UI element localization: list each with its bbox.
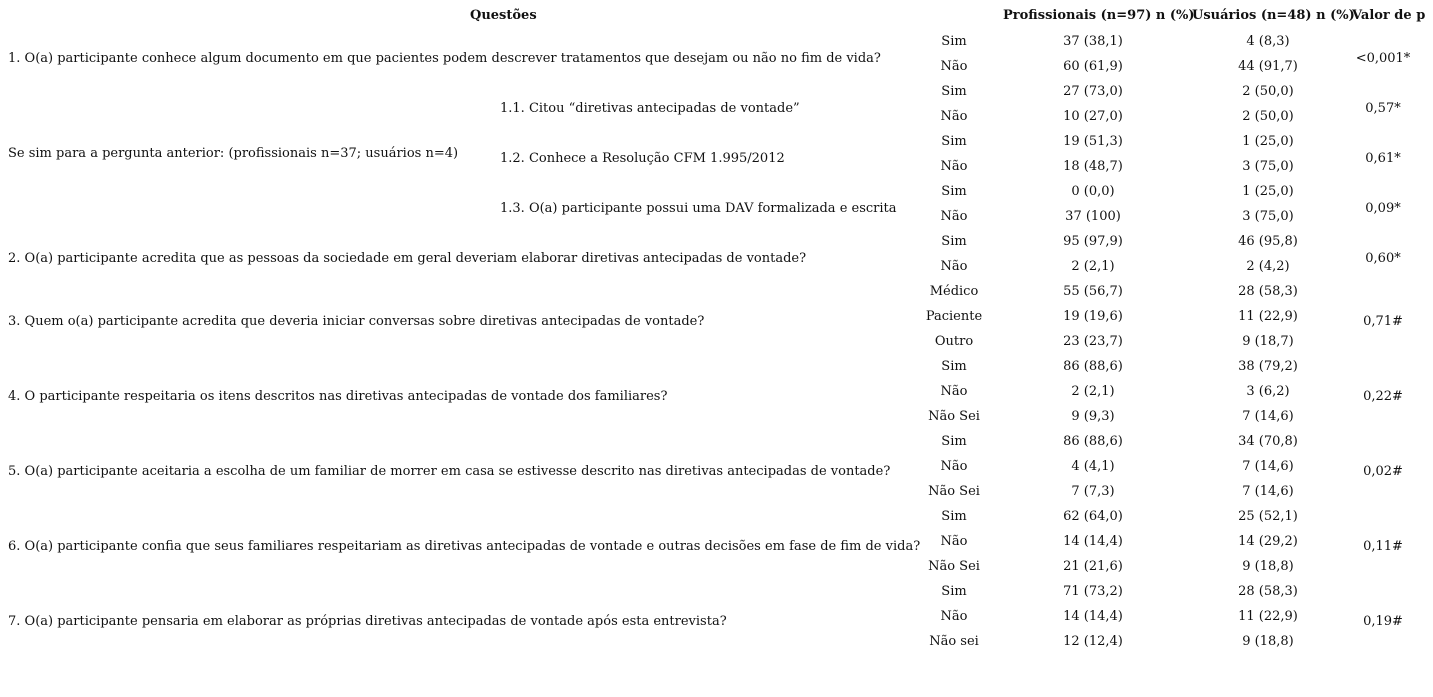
- option-label: Não: [940, 384, 968, 399]
- usuarios-value: 1 (25,0): [1242, 184, 1294, 199]
- profissionais-value: 71 (73,2): [1063, 584, 1123, 599]
- p-value: 0,11#: [1363, 538, 1403, 554]
- usuarios-value: 28 (58,3): [1238, 284, 1298, 299]
- profissionais-value: 37 (100): [1065, 209, 1121, 224]
- option-label: Não Sei: [928, 559, 980, 574]
- header-profissionais: Profissionais (n=97) n (%): [1003, 8, 1195, 23]
- usuarios-value: 9 (18,7): [1242, 334, 1294, 349]
- option-label: Sim: [941, 584, 967, 599]
- profissionais-value: 0 (0,0): [1071, 184, 1115, 199]
- profissionais-value: 55 (56,7): [1063, 284, 1123, 299]
- option-label: Sim: [941, 84, 967, 99]
- usuarios-value: 2 (50,0): [1242, 84, 1294, 99]
- p-value: <0,001*: [1355, 51, 1411, 66]
- p-value: 0,57*: [1365, 101, 1401, 116]
- usuarios-value: 2 (50,0): [1242, 109, 1294, 124]
- conditional-label: Se sim para a pergunta anterior: (profissionais n=37; usuários n=4): [8, 146, 459, 161]
- header-questoes: Questões: [470, 8, 537, 23]
- profissionais-value: 86 (88,6): [1063, 359, 1123, 374]
- question-text: 7. O(a) participante pensaria em elaborar as próprias diretivas antecipadas de vontade após esta entrevista?: [8, 613, 727, 629]
- usuarios-value: 9 (18,8): [1242, 559, 1294, 574]
- question-text: 6. O(a) participante confia que seus familiares respeitariam as diretivas antecipadas de vontade e outras decisões em fase de fim de vida?: [8, 538, 921, 554]
- usuarios-value: 7 (14,6): [1242, 459, 1294, 474]
- option-label: Não Sei: [928, 484, 980, 499]
- option-label: Sim: [941, 359, 967, 374]
- subquestion-text: 1.3. O(a) participante possui uma DAV formalizada e escrita: [500, 201, 897, 216]
- p-value: 0,22#: [1363, 388, 1403, 404]
- profissionais-value: 27 (73,0): [1063, 84, 1123, 99]
- usuarios-value: 3 (75,0): [1242, 209, 1294, 224]
- profissionais-value: 14 (14,4): [1063, 534, 1123, 549]
- profissionais-value: 7 (7,3): [1071, 484, 1115, 499]
- question-text: 5. O(a) participante aceitaria a escolha de um familiar de morrer em casa se estivesse descrito nas diretivas antecipadas de vontade?: [8, 463, 891, 479]
- p-value: 0,71#: [1363, 313, 1403, 329]
- option-label: Não: [940, 209, 968, 224]
- option-label: Sim: [941, 34, 967, 49]
- usuarios-value: 4 (8,3): [1246, 34, 1290, 49]
- option-label: Sim: [941, 434, 967, 449]
- question-text: 4. O participante respeitaria os itens descritos nas diretivas antecipadas de vontade dos familiares?: [8, 388, 668, 404]
- profissionais-value: 23 (23,7): [1063, 334, 1123, 349]
- profissionais-value: 18 (48,7): [1063, 159, 1123, 174]
- usuarios-value: 1 (25,0): [1242, 134, 1294, 149]
- usuarios-value: 3 (6,2): [1246, 384, 1290, 399]
- option-label: Sim: [941, 234, 967, 249]
- option-label: Sim: [941, 134, 967, 149]
- option-label: Não: [940, 59, 968, 74]
- option-label: Não sei: [929, 634, 979, 649]
- usuarios-value: 38 (79,2): [1238, 359, 1298, 374]
- usuarios-value: 11 (22,9): [1238, 609, 1298, 624]
- usuarios-value: 9 (18,8): [1242, 634, 1294, 649]
- usuarios-value: 7 (14,6): [1242, 409, 1294, 424]
- usuarios-value: 2 (4,2): [1246, 259, 1290, 274]
- profissionais-value: 19 (19,6): [1063, 309, 1123, 324]
- option-label: Outro: [934, 334, 974, 349]
- profissionais-value: 12 (12,4): [1063, 634, 1123, 649]
- profissionais-value: 62 (64,0): [1063, 509, 1123, 524]
- usuarios-value: 11 (22,9): [1238, 309, 1298, 324]
- usuarios-value: 25 (52,1): [1238, 509, 1298, 524]
- subquestion-text: 1.1. Citou “diretivas antecipadas de vontade”: [500, 101, 800, 116]
- option-label: Sim: [941, 184, 967, 199]
- p-value: 0,02#: [1363, 463, 1403, 479]
- option-label: Não: [940, 609, 968, 624]
- p-value: 0,61*: [1365, 151, 1401, 166]
- option-label: Paciente: [925, 309, 983, 324]
- profissionais-value: 2 (2,1): [1071, 384, 1115, 399]
- profissionais-value: 95 (97,9): [1063, 234, 1123, 249]
- option-label: Não: [940, 109, 968, 124]
- profissionais-value: 37 (38,1): [1063, 34, 1123, 49]
- profissionais-value: 21 (21,6): [1063, 559, 1123, 574]
- option-label: Sim: [941, 509, 967, 524]
- header-usuarios: Usuários (n=48) n (%): [1192, 8, 1355, 23]
- profissionais-value: 4 (4,1): [1071, 459, 1115, 474]
- usuarios-value: 7 (14,6): [1242, 484, 1294, 499]
- p-value: 0,19#: [1363, 613, 1403, 629]
- profissionais-value: 86 (88,6): [1063, 434, 1123, 449]
- p-value: 0,60*: [1365, 251, 1401, 266]
- usuarios-value: 3 (75,0): [1242, 159, 1294, 174]
- p-value: 0,09*: [1365, 201, 1401, 216]
- usuarios-value: 44 (91,7): [1238, 59, 1298, 74]
- usuarios-value: 34 (70,8): [1238, 434, 1298, 449]
- question-text: 1. O(a) participante conhece algum documento em que pacientes podem descrever tratamentos que desejam ou não no fim de vida?: [8, 51, 881, 66]
- subquestion-text: 1.2. Conhece a Resolução CFM 1.995/2012: [500, 151, 785, 166]
- usuarios-value: 14 (29,2): [1238, 534, 1298, 549]
- profissionais-value: 2 (2,1): [1071, 259, 1115, 274]
- option-label: Não: [940, 159, 968, 174]
- usuarios-value: 28 (58,3): [1238, 584, 1298, 599]
- profissionais-value: 60 (61,9): [1063, 59, 1123, 74]
- option-label: Não Sei: [928, 409, 980, 424]
- option-label: Não: [940, 259, 968, 274]
- option-label: Não: [940, 534, 968, 549]
- question-text: 3. Quem o(a) participante acredita que deveria iniciar conversas sobre diretivas antecipadas de vontade?: [8, 313, 705, 329]
- profissionais-value: 19 (51,3): [1063, 134, 1123, 149]
- usuarios-value: 46 (95,8): [1238, 234, 1298, 249]
- profissionais-value: 9 (9,3): [1071, 409, 1115, 424]
- option-label: Médico: [929, 284, 979, 299]
- question-text: 2. O(a) participante acredita que as pessoas da sociedade em geral deveriam elaborar diretivas antecipadas de vontade?: [8, 251, 807, 266]
- profissionais-value: 10 (27,0): [1063, 109, 1123, 124]
- header-valor-p: Valor de p: [1352, 8, 1426, 23]
- option-label: Não: [940, 459, 968, 474]
- profissionais-value: 14 (14,4): [1063, 609, 1123, 624]
